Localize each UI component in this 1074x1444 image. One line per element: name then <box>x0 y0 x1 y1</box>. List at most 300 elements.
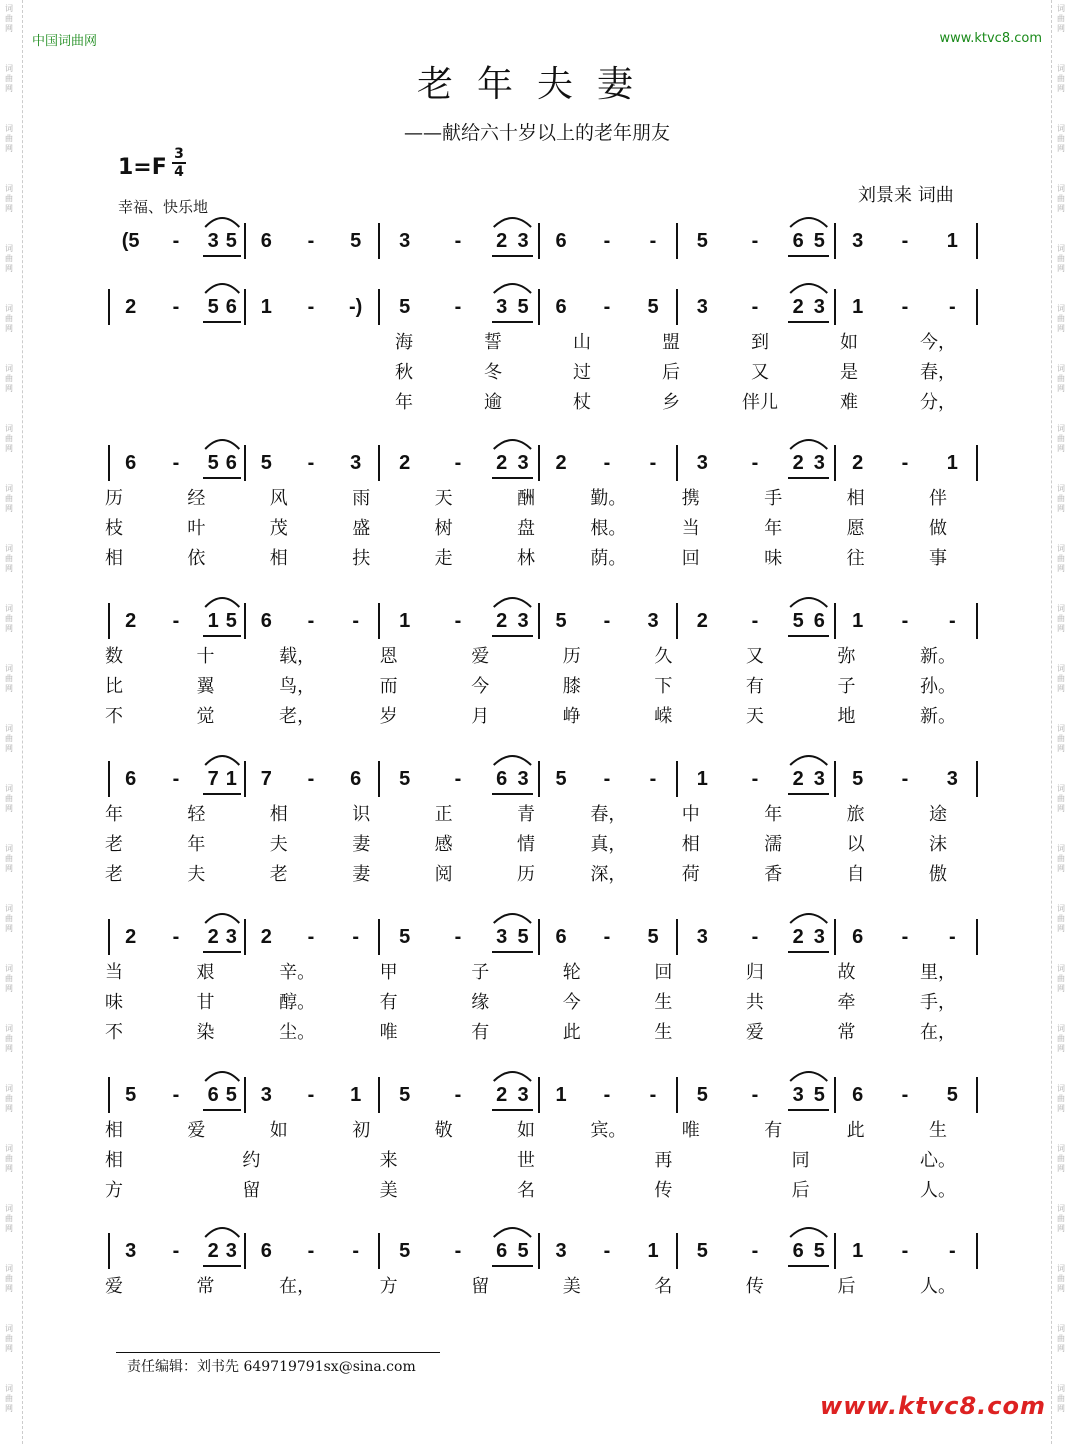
lyric-syllable: 下 <box>654 676 673 697</box>
bar-line <box>108 603 110 639</box>
eighth-underline <box>492 951 533 953</box>
lyric-syllable: 人。 <box>920 1276 956 1297</box>
jianpu-note: -) <box>348 296 363 318</box>
jianpu-note: 2 <box>207 926 219 948</box>
lyric-syllable: 甘 <box>196 992 215 1013</box>
lyric-syllable: 生 <box>654 1022 673 1043</box>
jianpu-note: - <box>307 230 315 252</box>
lyric-syllable: 携 <box>681 488 700 509</box>
lyric-syllable: 历 <box>562 646 581 667</box>
lyric-syllable: 荫。 <box>590 548 627 569</box>
jianpu-note: 6 <box>350 768 362 790</box>
jianpu-note: 6 <box>496 1240 508 1262</box>
lyric-syllable: 共 <box>745 992 764 1013</box>
watermark-text: 词曲网 <box>5 1144 13 1173</box>
jianpu-note: 6 <box>555 230 567 252</box>
lyric-syllable: 相 <box>269 548 288 569</box>
slur <box>494 598 531 607</box>
lyric-syllable: 而 <box>379 676 398 697</box>
lyric-syllable: 海 <box>395 332 413 353</box>
bar-line <box>538 761 540 797</box>
site-url-right[interactable]: www.ktvc8.com <box>939 31 1042 46</box>
bar-line <box>378 289 380 325</box>
lyric-syllable: 味 <box>105 992 123 1013</box>
eighth-underline <box>203 255 241 257</box>
lyric-syllable: 勤。 <box>590 488 627 509</box>
eighth-underline <box>203 951 241 953</box>
jianpu-note: 5 <box>647 296 659 318</box>
lyric-syllable: 轻 <box>187 804 206 825</box>
slur <box>494 1228 531 1237</box>
lyric-syllable: 年 <box>187 834 206 855</box>
lyric-syllable: 又 <box>751 362 769 383</box>
eighth-underline <box>788 793 829 795</box>
jianpu-note: 2 <box>792 296 804 318</box>
lyric-syllable: 留 <box>242 1180 261 1201</box>
jianpu-note: 1 <box>555 1084 567 1106</box>
lyric-syllable: 名 <box>517 1180 535 1201</box>
watermark-text: 词曲网 <box>1057 184 1065 213</box>
lyric-syllable: 牵 <box>837 992 856 1013</box>
lyric-syllable: 方 <box>379 1276 398 1297</box>
jianpu-note: 2 <box>555 452 567 474</box>
lyric-syllable: 数 <box>105 646 123 667</box>
jianpu-note: 1 <box>946 230 958 252</box>
lyric-syllable: 孙。 <box>920 676 956 697</box>
jianpu-note: 3 <box>496 926 508 948</box>
lyric-syllable: 春， <box>920 362 956 383</box>
lyric-syllable: 不 <box>105 1022 123 1043</box>
jianpu-note: - <box>454 452 462 474</box>
slur <box>790 284 827 293</box>
watermark-text: 词曲网 <box>1057 784 1065 813</box>
lyric-syllable: 真， <box>590 834 627 855</box>
lyric-syllable: 过 <box>573 362 591 383</box>
lyric-syllable: 荷 <box>681 864 700 885</box>
lyric-syllable: 又 <box>745 646 764 667</box>
lyric-syllable: 做 <box>929 518 947 539</box>
lyric-syllable: 甲 <box>379 962 398 983</box>
jianpu-note: 5 <box>852 768 864 790</box>
watermark-text: 词曲网 <box>1057 964 1065 993</box>
bar-line <box>676 919 678 955</box>
lyric-syllable: 盘 <box>517 518 535 539</box>
jianpu-note: - <box>352 610 359 632</box>
jianpu-note: - <box>352 1240 359 1262</box>
watermark-text: 词曲网 <box>1057 724 1065 753</box>
jianpu-note: 5 <box>696 1240 708 1262</box>
bar-line <box>538 603 540 639</box>
watermark-text: 词曲网 <box>5 244 13 273</box>
jianpu-note: 3 <box>813 452 825 474</box>
slur <box>205 1072 239 1081</box>
lyric-syllable: 茂 <box>269 518 288 539</box>
key-signature: 1=F <box>118 155 167 180</box>
lyric-syllable: 当 <box>681 518 700 539</box>
bar-line <box>676 445 678 481</box>
watermark-text: 词曲网 <box>5 64 13 93</box>
bar-line <box>108 1077 110 1113</box>
song-title: 老年夫妻 <box>416 64 657 105</box>
jianpu-note: - <box>901 1084 909 1106</box>
jianpu-note: 6 <box>260 610 272 632</box>
lyric-syllable: 濡 <box>764 834 783 855</box>
lyric-syllable: 膝 <box>562 676 581 697</box>
lyric-syllable: 山 <box>573 332 591 353</box>
jianpu-note: 5 <box>647 926 659 948</box>
watermark-text: 词曲网 <box>5 1324 13 1353</box>
lyric-syllable: 回 <box>654 962 673 983</box>
lyric-syllable: 秋 <box>395 362 413 383</box>
jianpu-note: 3 <box>696 926 708 948</box>
lyric-syllable: 尘。 <box>279 1022 316 1043</box>
lyric-syllable: 后 <box>662 362 680 383</box>
bar-line <box>378 919 380 955</box>
jianpu-note: - <box>307 768 315 790</box>
bar-line <box>976 223 978 259</box>
lyric-syllable: 醇。 <box>279 992 316 1013</box>
lyric-syllable: 香 <box>764 864 783 885</box>
lyric-syllable: 生 <box>654 992 673 1013</box>
eighth-underline <box>492 1265 533 1267</box>
lyric-syllable: 根。 <box>590 518 627 539</box>
lyric-syllable: 后 <box>837 1276 856 1297</box>
slur <box>205 1228 239 1237</box>
lyric-syllable: 爱 <box>745 1022 764 1043</box>
lyric-syllable: 子 <box>471 962 490 983</box>
jianpu-note: - <box>454 768 462 790</box>
watermark-text: 词曲网 <box>5 1084 13 1113</box>
site-name-left[interactable]: 中国词曲网 <box>32 34 98 49</box>
jianpu-note: 6 <box>125 768 137 790</box>
jianpu-note: - <box>307 926 315 948</box>
jianpu-note: 3 <box>696 452 708 474</box>
eighth-underline <box>788 1265 829 1267</box>
left-watermark-strip <box>0 0 23 1444</box>
jianpu-note: 2 <box>207 1240 219 1262</box>
jianpu-note: 6 <box>792 230 804 252</box>
jianpu-note: 6 <box>225 296 237 318</box>
lyric-syllable: 愿 <box>846 518 865 539</box>
lyric-syllable: 峥 <box>562 706 581 727</box>
eighth-underline <box>788 1109 829 1111</box>
lyric-syllable: 爱 <box>105 1276 123 1297</box>
lyric-syllable: 美 <box>379 1180 398 1201</box>
jianpu-note: 5 <box>399 1084 411 1106</box>
slur <box>494 1072 531 1081</box>
jianpu-note: - <box>751 610 759 632</box>
lyric-syllable: 伴 <box>929 488 947 509</box>
slur <box>790 1228 827 1237</box>
jianpu-note: 2 <box>496 610 508 632</box>
lyric-syllable: 天 <box>745 706 764 727</box>
watermark-text: 词曲网 <box>5 844 13 873</box>
jianpu-note: - <box>172 296 180 318</box>
bar-line <box>378 445 380 481</box>
lyric-syllable: 夫 <box>187 864 206 885</box>
jianpu-note: - <box>751 1240 759 1262</box>
lyric-syllable: 林 <box>517 548 535 569</box>
lyric-syllable: 生 <box>929 1120 947 1141</box>
lyric-syllable: 青 <box>517 804 535 825</box>
jianpu-note: - <box>603 296 611 318</box>
bar-line <box>108 1233 110 1269</box>
jianpu-note: 5 <box>696 230 708 252</box>
lyric-syllable: 月 <box>471 706 490 727</box>
jianpu-note: - <box>649 768 657 790</box>
jianpu-note: 1 <box>696 768 708 790</box>
jianpu-note: - <box>307 296 315 318</box>
lyric-syllable: 缘 <box>471 992 490 1013</box>
jianpu-note: 6 <box>852 926 864 948</box>
lyric-syllable: 雨 <box>352 488 371 509</box>
lyric-syllable: 约 <box>242 1150 261 1171</box>
lyric-syllable: 鸟， <box>279 676 316 697</box>
jianpu-note: - <box>649 230 657 252</box>
bar-line <box>834 603 836 639</box>
jianpu-note: 3 <box>207 230 219 252</box>
eighth-underline <box>788 321 829 323</box>
watermark-text: 词曲网 <box>1057 424 1065 453</box>
jianpu-note: 3 <box>813 296 825 318</box>
watermark-text: 词曲网 <box>1057 64 1065 93</box>
bar-line <box>676 289 678 325</box>
jianpu-note: 5 <box>517 926 529 948</box>
lyric-syllable: 有 <box>764 1120 783 1141</box>
watermark-text: 词曲网 <box>5 1264 13 1293</box>
lyric-syllable: 妻 <box>352 834 371 855</box>
time-signature-top: 3 <box>174 146 184 162</box>
lyric-syllable: 里， <box>920 962 956 983</box>
bar-line <box>538 919 540 955</box>
lyric-syllable: 此 <box>846 1120 865 1141</box>
jianpu-note: 5 <box>260 452 272 474</box>
watermark-text: 词曲网 <box>5 484 13 513</box>
jianpu-note: 5 <box>207 296 219 318</box>
jianpu-note: 3 <box>517 230 529 252</box>
lyric-syllable: 宾。 <box>590 1120 627 1141</box>
lyric-syllable: 老， <box>279 706 316 727</box>
lyric-syllable: 常 <box>196 1276 215 1297</box>
jianpu-note: - <box>603 610 611 632</box>
lyric-syllable: 同 <box>791 1150 810 1171</box>
watermark-text: 词曲网 <box>5 1384 13 1413</box>
bar-line <box>378 1233 380 1269</box>
lyric-syllable: 途 <box>929 804 947 825</box>
bar-line <box>976 1077 978 1113</box>
jianpu-note: 2 <box>792 452 804 474</box>
lyric-syllable: 如 <box>840 332 858 353</box>
jianpu-note: 5 <box>399 768 411 790</box>
lyric-syllable: 在， <box>279 1276 316 1297</box>
watermark-text: 词曲网 <box>1057 4 1065 33</box>
slur <box>205 914 239 923</box>
lyric-syllable: 盟 <box>662 332 680 353</box>
jianpu-note: - <box>603 230 611 252</box>
editor-credit: 责任编辑：刘书先 649719791sx@sina.com <box>127 1359 416 1375</box>
jianpu-note: 2 <box>125 296 137 318</box>
bar-line <box>976 445 978 481</box>
jianpu-note: 6 <box>852 1084 864 1106</box>
lyric-syllable: 盛 <box>352 518 371 539</box>
lyric-syllable: 爱 <box>471 646 490 667</box>
bar-line <box>976 603 978 639</box>
lyric-syllable: 当 <box>105 962 123 983</box>
jianpu-note: 3 <box>517 610 529 632</box>
watermark-text: 词曲网 <box>5 364 13 393</box>
bar-line <box>538 223 540 259</box>
bar-line <box>834 761 836 797</box>
watermark-text: 词曲网 <box>5 604 13 633</box>
lyric-syllable: 岁 <box>379 706 398 727</box>
site-logo[interactable]: www.ktvc8.com <box>820 1392 1046 1420</box>
jianpu-note: - <box>901 610 909 632</box>
jianpu-note: 3 <box>852 230 864 252</box>
lyric-syllable: 感 <box>434 834 453 855</box>
lyric-syllable: 正 <box>434 804 453 825</box>
jianpu-note: 5 <box>792 610 804 632</box>
bar-line <box>538 1233 540 1269</box>
time-signature-bottom: 4 <box>172 162 186 180</box>
lyric-syllable: 历 <box>517 864 535 885</box>
lyric-syllable: 相 <box>846 488 865 509</box>
jianpu-note: - <box>901 768 909 790</box>
watermark-text: 词曲网 <box>5 4 13 33</box>
jianpu-note: - <box>454 610 462 632</box>
jianpu-note: - <box>454 1240 462 1262</box>
lyric-syllable: 经 <box>187 488 206 509</box>
eighth-underline <box>203 793 241 795</box>
bar-line <box>244 1233 246 1269</box>
lyric-syllable: 爱 <box>187 1120 206 1141</box>
bar-line <box>378 223 380 259</box>
lyric-syllable: 如 <box>269 1120 288 1141</box>
lyric-syllable: 到 <box>751 332 769 353</box>
lyric-syllable: 事 <box>929 548 947 569</box>
jianpu-note: 3 <box>260 1084 272 1106</box>
watermark-text: 词曲网 <box>1057 544 1065 573</box>
slur <box>790 218 827 227</box>
jianpu-note: 5 <box>813 1240 825 1262</box>
slur <box>790 440 827 449</box>
lyric-syllable: 恩 <box>379 646 398 667</box>
author-credit: 刘景来 词曲 <box>858 185 954 206</box>
slur <box>205 756 239 765</box>
slur <box>790 1072 827 1081</box>
watermark-text: 词曲网 <box>1057 1384 1065 1413</box>
lyric-syllable: 手 <box>764 488 783 509</box>
jianpu-note: 2 <box>496 452 508 474</box>
lyric-syllable: 相 <box>105 1120 123 1141</box>
eighth-underline <box>788 951 829 953</box>
time-signature <box>172 146 186 180</box>
lyric-syllable: 依 <box>187 548 206 569</box>
jianpu-note: 1 <box>852 610 864 632</box>
jianpu-note: 5 <box>696 1084 708 1106</box>
jianpu-note: 5 <box>207 452 219 474</box>
lyric-syllable: 轮 <box>562 962 581 983</box>
eighth-underline <box>788 255 829 257</box>
bar-line <box>538 289 540 325</box>
jianpu-note: - <box>307 452 315 474</box>
watermark-text: 词曲网 <box>1057 1084 1065 1113</box>
jianpu-note: 2 <box>792 926 804 948</box>
slur <box>494 284 531 293</box>
eighth-underline <box>203 477 241 479</box>
jianpu-note: - <box>751 926 759 948</box>
bar-line <box>834 289 836 325</box>
bar-line <box>244 761 246 797</box>
jianpu-note: 6 <box>792 1240 804 1262</box>
lyric-syllable: 情 <box>517 834 535 855</box>
jianpu-note: - <box>603 1084 611 1106</box>
jianpu-note: 3 <box>517 1084 529 1106</box>
eighth-underline <box>788 477 829 479</box>
jianpu-note: - <box>751 452 759 474</box>
jianpu-note: 5 <box>813 230 825 252</box>
jianpu-note: 1 <box>207 610 219 632</box>
bar-line <box>676 1233 678 1269</box>
jianpu-note: 6 <box>496 768 508 790</box>
jianpu-note: 3 <box>792 1084 804 1106</box>
lyric-syllable: 久 <box>654 646 673 667</box>
lyric-syllable: 人。 <box>920 1180 956 1201</box>
watermark-text: 词曲网 <box>5 1024 13 1053</box>
jianpu-note: 6 <box>260 230 272 252</box>
bar-line <box>244 1077 246 1113</box>
lyric-syllable: 此 <box>562 1022 581 1043</box>
lyric-syllable: 难 <box>840 392 858 413</box>
watermark-text: 词曲网 <box>1057 244 1065 273</box>
watermark-text: 词曲网 <box>5 184 13 213</box>
slur <box>494 440 531 449</box>
lyric-syllable: 老 <box>105 834 123 855</box>
bar-line <box>108 761 110 797</box>
lyric-syllable: 弥 <box>837 646 856 667</box>
lyric-syllable: 故 <box>837 962 856 983</box>
jianpu-note: 3 <box>517 452 529 474</box>
jianpu-note: 3 <box>813 768 825 790</box>
bar-line <box>244 603 246 639</box>
lyric-syllable: 新。 <box>920 646 956 667</box>
jianpu-note: 5 <box>813 1084 825 1106</box>
watermark-text: 词曲网 <box>1057 1204 1065 1233</box>
lyric-syllable: 往 <box>846 548 865 569</box>
jianpu-note: - <box>751 768 759 790</box>
lyric-syllable: 觉 <box>196 706 215 727</box>
lyric-syllable: 唯 <box>681 1120 700 1141</box>
lyric-syllable: 叶 <box>187 518 206 539</box>
bar-line <box>976 1233 978 1269</box>
lyric-syllable: 传 <box>745 1276 764 1297</box>
jianpu-note: 5 <box>555 610 567 632</box>
jianpu-note: 1 <box>225 768 237 790</box>
jianpu-note: 6 <box>555 926 567 948</box>
lyric-syllable: 留 <box>471 1276 490 1297</box>
lyric-syllable: 翼 <box>196 676 215 697</box>
lyric-syllable: 有 <box>471 1022 490 1043</box>
bar-line <box>244 289 246 325</box>
jianpu-note: 5 <box>517 296 529 318</box>
lyric-syllable: 自 <box>846 864 865 885</box>
jianpu-note: - <box>901 1240 909 1262</box>
lyric-syllable: 年 <box>395 392 413 413</box>
watermark-text: 词曲网 <box>1057 844 1065 873</box>
watermark-text: 词曲网 <box>5 664 13 693</box>
eighth-underline <box>492 321 533 323</box>
watermark-text: 词曲网 <box>1057 664 1065 693</box>
lyric-syllable: 识 <box>352 804 371 825</box>
